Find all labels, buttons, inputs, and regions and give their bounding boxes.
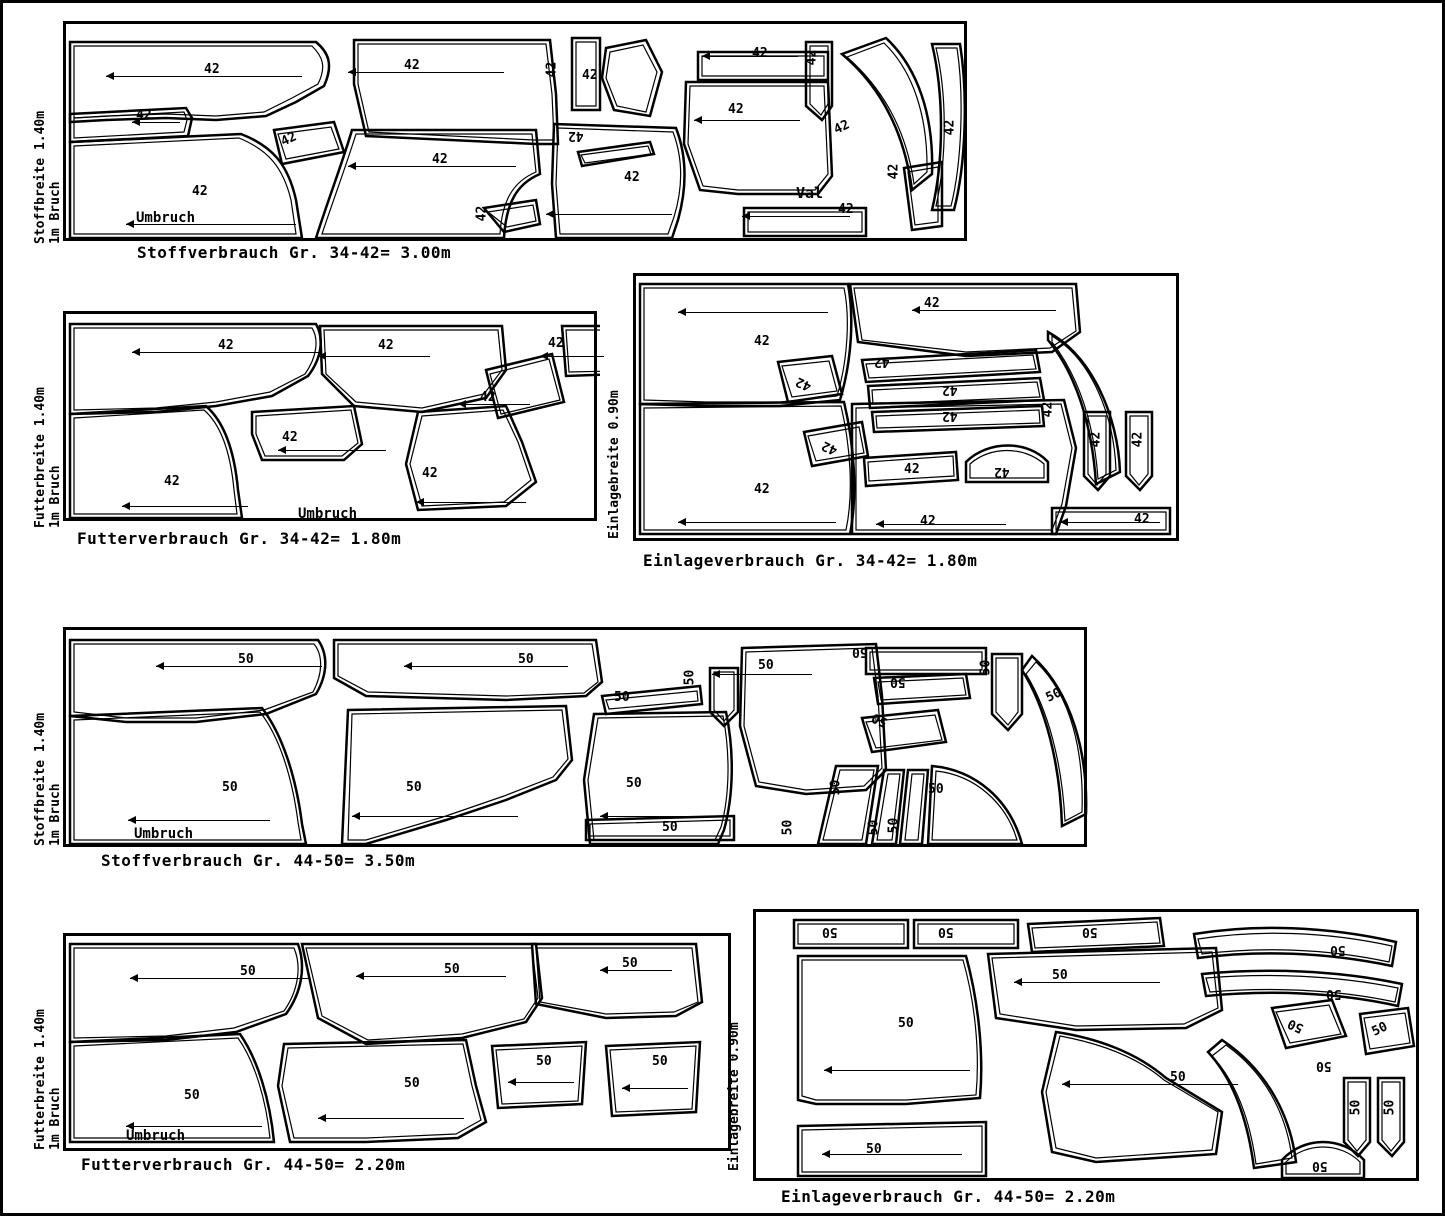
val-label: Val <box>796 184 824 202</box>
size-label: 50 <box>1082 924 1098 939</box>
grain-arrow <box>416 502 526 503</box>
size-label: 42 <box>804 49 820 66</box>
fold-label: Umbruch <box>134 826 194 842</box>
size-label: 50 <box>780 819 796 836</box>
fabric-frame <box>63 311 597 521</box>
size-label: 50 <box>1330 942 1346 957</box>
fold-label: Umbruch <box>136 210 196 226</box>
consumption-caption: Futterverbrauch Gr. 44-50= 2.20m <box>81 1155 406 1174</box>
size-label: 42 <box>474 205 490 222</box>
grain-arrow <box>404 666 568 667</box>
pattern-pieces-svg <box>66 314 600 524</box>
side-label-line-1: Einlagebreite 0.90m <box>607 390 622 539</box>
grain-arrow <box>318 1118 464 1119</box>
size-label: 50 <box>1348 1099 1364 1116</box>
grain-arrow <box>356 976 506 977</box>
size-label: 50 <box>898 1016 914 1031</box>
size-label: 42 <box>1130 431 1146 448</box>
fold-label: Umbruch <box>298 506 358 522</box>
layout-einlage-50-side-label <box>727 931 742 1171</box>
layout-einlage-42-side-label <box>607 299 622 539</box>
side-label-line-1: Einlagebreite 0.90m <box>727 1022 742 1171</box>
size-label: 50 <box>1382 1099 1398 1116</box>
grain-arrow <box>694 120 800 121</box>
size-label: 50 <box>662 820 678 835</box>
size-label: 42 <box>192 184 208 199</box>
size-label: 50 <box>240 964 256 979</box>
layout-stoff-50 <box>27 619 1087 879</box>
consumption-caption: Stoffverbrauch Gr. 44-50= 3.50m <box>101 851 416 870</box>
size-label: 42 <box>164 474 180 489</box>
grain-arrow <box>540 356 604 357</box>
pattern-pieces-svg <box>66 630 1090 850</box>
side-label-line-1: Stoffbreite 1.40m <box>33 110 48 244</box>
size-label: 50 <box>852 644 868 659</box>
grain-arrow <box>352 816 518 817</box>
size-label: 50 <box>536 1054 552 1069</box>
size-label: 50 <box>890 674 906 689</box>
size-label: 42 <box>1134 512 1150 527</box>
size-label: 42 <box>886 163 902 180</box>
size-label: 50 <box>1170 1070 1186 1085</box>
size-label: 42 <box>754 482 770 497</box>
fabric-frame <box>63 627 1087 847</box>
grain-arrow <box>876 524 1006 525</box>
size-label: 50 <box>1326 986 1342 1001</box>
grain-arrow <box>600 816 720 817</box>
grain-arrow <box>278 450 386 451</box>
size-label: 42 <box>422 466 438 481</box>
size-label: 42 <box>218 338 234 353</box>
pattern-pieces-svg <box>636 276 1182 544</box>
size-label: 42 <box>942 408 958 423</box>
size-label: 42 <box>282 430 298 445</box>
size-label: 42 <box>432 152 448 167</box>
layout-stoff-42 <box>27 21 967 261</box>
consumption-caption: Einlageverbrauch Gr. 34-42= 1.80m <box>643 551 978 570</box>
fabric-frame <box>63 21 967 241</box>
consumption-caption: Futterverbrauch Gr. 34-42= 1.80m <box>77 529 402 548</box>
size-label: 42 <box>404 58 420 73</box>
layout-einlage-42 <box>599 269 1179 579</box>
size-label: 42 <box>924 296 940 311</box>
grain-arrow <box>822 1154 962 1155</box>
size-label: 42 <box>942 119 958 136</box>
grain-arrow <box>1014 982 1160 983</box>
layout-stoff-42-side-label <box>33 39 63 244</box>
grain-arrow <box>824 1070 970 1071</box>
size-label: 50 <box>928 782 944 797</box>
size-label: 42 <box>728 102 744 117</box>
grain-arrow <box>622 1088 688 1089</box>
side-label-line-1: Futterbreite 1.40m <box>33 387 48 528</box>
layout-futter-50 <box>27 923 707 1183</box>
size-label: 42 <box>204 62 220 77</box>
side-label-line-2: 1m Bruch <box>48 465 63 528</box>
size-label: 50 <box>652 1054 668 1069</box>
layout-futter-42 <box>27 303 597 553</box>
size-label: 50 <box>869 709 891 730</box>
size-label: 42 <box>1040 401 1056 418</box>
size-label: 50 <box>1312 1158 1328 1173</box>
size-label: 42 <box>942 382 958 397</box>
size-label: 50 <box>828 779 844 796</box>
size-label: 42 <box>752 46 768 61</box>
grain-arrow <box>126 1126 262 1127</box>
grain-arrow <box>130 978 310 979</box>
grain-arrow <box>702 56 798 57</box>
size-label: 42 <box>624 170 640 185</box>
size-label: 50 <box>758 658 774 673</box>
size-label: 50 <box>222 780 238 795</box>
size-label: 42 <box>831 117 853 138</box>
size-label: 42 <box>568 128 584 143</box>
size-label: 50 <box>626 776 642 791</box>
size-label: 50 <box>518 652 534 667</box>
size-label: 50 <box>404 1076 420 1091</box>
size-label: 50 <box>622 956 638 971</box>
layout-stoff-50-side-label <box>33 641 63 846</box>
grain-arrow <box>678 522 836 523</box>
fold-label: Umbruch <box>126 1128 186 1144</box>
size-label: 42 <box>548 336 564 351</box>
size-label: 42 <box>904 462 920 477</box>
size-label: 42 <box>754 334 770 349</box>
size-label: 50 <box>1369 1019 1391 1040</box>
pattern-pieces-svg <box>66 24 970 244</box>
size-label: 50 <box>938 924 954 939</box>
size-label: 42 <box>136 108 152 123</box>
grain-arrow <box>508 1082 574 1083</box>
grain-arrow <box>1062 1084 1238 1085</box>
size-label: 42 <box>874 354 890 369</box>
size-label: 50 <box>866 819 882 836</box>
size-label: 50 <box>1043 685 1065 706</box>
size-label: 42 <box>480 390 496 405</box>
size-label: 42 <box>582 68 598 83</box>
size-label: 42 <box>793 373 815 394</box>
size-label: 50 <box>1316 1058 1332 1073</box>
side-label-line-2: 1m Bruch <box>48 181 63 244</box>
size-label: 50 <box>184 1088 200 1103</box>
grain-arrow <box>128 820 270 821</box>
size-label: 42 <box>544 61 560 78</box>
side-label-line-2: 1m Bruch <box>48 783 63 846</box>
grain-arrow <box>742 216 850 217</box>
size-label: 50 <box>614 690 630 705</box>
fabric-frame <box>753 909 1419 1181</box>
size-label: 50 <box>1285 1015 1307 1036</box>
size-label: 42 <box>378 338 394 353</box>
size-label: 50 <box>682 669 698 686</box>
side-label-line-2: 1m Bruch <box>48 1087 63 1150</box>
layout-futter-50-side-label <box>33 945 63 1150</box>
size-label: 50 <box>866 1142 882 1157</box>
grain-arrow <box>122 506 248 507</box>
size-label: 50 <box>822 924 838 939</box>
size-label: 50 <box>978 659 994 676</box>
grain-arrow <box>678 312 828 313</box>
size-label: 50 <box>406 780 422 795</box>
fabric-frame <box>63 933 731 1151</box>
layout-einlage-50 <box>719 901 1419 1211</box>
grain-arrow <box>546 214 672 215</box>
size-label: 42 <box>819 437 841 458</box>
side-label-line-1: Stoffbreite 1.40m <box>33 712 48 846</box>
side-label-line-1: Futterbreite 1.40m <box>33 1009 48 1150</box>
size-label: 42 <box>278 129 300 150</box>
size-label: 42 <box>1088 431 1104 448</box>
size-label: 42 <box>838 202 854 217</box>
grain-arrow <box>348 72 504 73</box>
size-label: 50 <box>886 817 902 834</box>
size-label: 50 <box>444 962 460 977</box>
pattern-pieces-svg <box>756 912 1422 1184</box>
layout-futter-42-side-label <box>33 323 63 528</box>
grain-arrow <box>318 356 430 357</box>
consumption-caption: Einlageverbrauch Gr. 44-50= 2.20m <box>781 1187 1116 1206</box>
size-label: 42 <box>920 514 936 529</box>
fabric-frame <box>633 273 1179 541</box>
size-label: 50 <box>238 652 254 667</box>
grain-arrow <box>712 674 812 675</box>
size-label: 50 <box>1052 968 1068 983</box>
consumption-caption: Stoffverbrauch Gr. 34-42= 3.00m <box>137 243 452 262</box>
size-label: 42 <box>994 464 1010 479</box>
